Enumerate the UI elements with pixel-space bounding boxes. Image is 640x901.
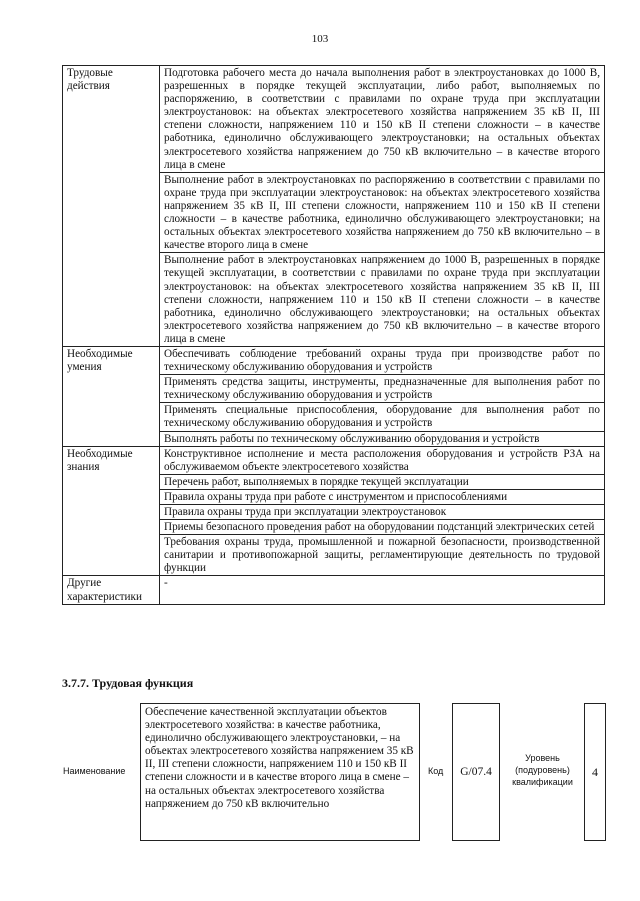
row-item: Применять средства защиты, инструменты, предназначенные для выполнения работ по техническому обслуживанию оборудования и устройств <box>160 375 605 403</box>
table-row <box>63 66 605 173</box>
row-item: Выполнять работы по техническому обслуживанию оборудования и устройств <box>160 431 605 446</box>
row-label: Другие характеристики <box>63 576 160 604</box>
function-name-box: Обеспечение качественной эксплуатации объектов электросетевого хозяйства: в качестве работника, единолично обслуживающего электроустановки, – на объектах электросетевого хозяйства напряжением 35 кВ II, III степени сложности, напряжением 110 и 150 кВ II степени сложности и в качестве второго лица в смене – на остальных объектах электросетевого хозяйства напряжением до 750 кВ включительно <box>140 703 420 841</box>
table-row <box>63 346 605 374</box>
row-item: Подготовка рабочего места до начала выполнения работ в электроустановках до 1000 В, разрешенных в порядке текущей эксплуатации, либо работ, выполняемых по распоряжению, в соответствии с правилами по охране труда при эксплуатации электроустановок: на объектах электросетевого хозяйства напряжением 35 кВ II, III степени сложности, напряжением 110 и 150 кВ II степени сложности – в качестве работника, единолично обслуживающего электроустановки; на остальных объектах электросетевого хозяйства напряжением до 750 кВ включительно – в качестве второго лица в смене <box>160 66 605 173</box>
page-number: 103 <box>311 33 329 45</box>
row-item: Обеспечивать соблюдение требований охраны труда при производстве работ по техническому обслуживанию оборудования и устройств <box>160 346 605 374</box>
name-label: Наименование <box>63 766 126 776</box>
row-item: Конструктивное исполнение и места расположения оборудования и устройств РЗА на обслуживаемом объекте электросетевого хозяйства <box>160 446 605 474</box>
row-item: - <box>160 576 605 604</box>
row-item: Выполнение работ в электроустановках по распоряжению в соответствии с правилами по охране труда при эксплуатации электроустановок: на объектах электросетевого хозяйства напряжением 35 кВ II, III степени сложности, напряжением 110 и 150 кВ II степени сложности – в качестве работника, единолично обслуживающего электроустановки; на остальных объектах электросетевого хозяйства напряжением до 750 кВ включительно – в качестве второго лица в смене <box>160 172 605 253</box>
row-item: Приемы безопасного проведения работ на оборудовании подстанций электрических сетей <box>160 520 605 535</box>
table-row <box>63 446 605 474</box>
row-item: Перечень работ, выполняемых в порядке текущей эксплуатации <box>160 474 605 489</box>
row-item: Правила охраны труда при работе с инструментом и приспособлениями <box>160 489 605 504</box>
qualification-level-label: Уровень (подуровень) квалификации <box>512 753 573 787</box>
row-label: Необходимые умения <box>63 346 160 446</box>
labor-function-table <box>62 65 605 605</box>
section-title: 3.7.7. Трудовая функция <box>62 676 194 690</box>
table-row <box>63 576 605 604</box>
row-label: Трудовые действия <box>63 66 160 347</box>
qualification-level-box: 4 <box>584 703 606 841</box>
row-label: Необходимые знания <box>63 446 160 576</box>
row-item: Требования охраны труда, промышленной и пожарной безопасности, производственной санитарии и противопожарной защиты, регламентирующие деятельность по трудовой функции <box>160 535 605 576</box>
code-label: Код <box>428 766 444 776</box>
row-item: Правила охраны труда при эксплуатации электроустановок <box>160 505 605 520</box>
row-item: Выполнение работ в электроустановках напряжением до 1000 В, разрешенных в порядке текущей эксплуатации, в соответствии с правилами по охране труда при эксплуатации электроустановок: на объектах электросетевого хозяйства напряжением 35 кВ II, III степени сложности, напряжением 110 и 150 кВ II степени сложности – в качестве работника, единолично обслуживающего электроустановки; на остальных объектах электросетевого хозяйства напряжением до 750 кВ включительно – в качестве второго лица в смене <box>160 253 605 347</box>
code-value-box: G/07.4 <box>452 703 500 841</box>
row-item: Применять специальные приспособления, оборудование для выполнения работ по техническому обслуживанию оборудования и устройств <box>160 403 605 431</box>
